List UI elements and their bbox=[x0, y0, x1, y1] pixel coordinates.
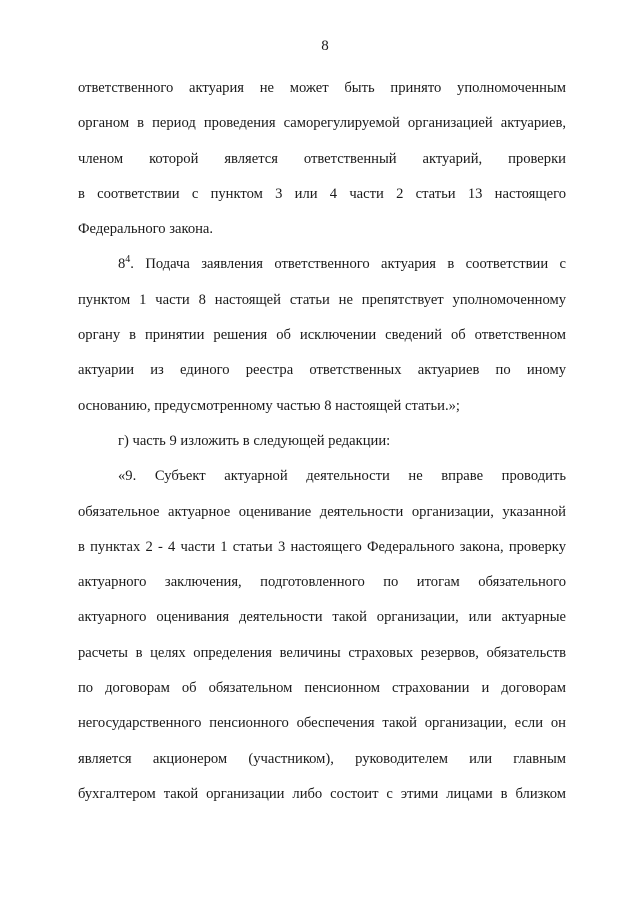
paragraph-line: пунктом 1 части 8 настоящей статьи не препятствует уполномоченному bbox=[78, 291, 566, 308]
paragraph-line: г) часть 9 изложить в следующей редакции: bbox=[118, 432, 391, 449]
paragraph-line: в пунктах 2 - 4 части 1 статьи 3 настоящего Федерального закона, проверку bbox=[78, 538, 566, 555]
paragraph-line: органом в период проведения саморегулируемой организацией актуариев, bbox=[78, 115, 566, 132]
paragraph-line: негосударственного пенсионного обеспечения такой организации, если он bbox=[78, 715, 566, 732]
paragraph-line-text: . Подача заявления ответственного актуария в соответствии с bbox=[130, 256, 566, 273]
paragraph-line: органу в принятии решения об исключении сведений об ответственном bbox=[78, 327, 566, 344]
clause-number: 8 bbox=[118, 256, 126, 273]
paragraph-line: в соответствии с пунктом 3 или 4 части 2 статьи 13 настоящего bbox=[78, 185, 566, 202]
paragraph-line: актуарного заключения, подготовленного по итогам обязательного bbox=[78, 574, 566, 591]
paragraph-line: бухгалтером такой организации либо состоит с этими лицами в близком bbox=[78, 785, 566, 802]
document-page bbox=[78, 36, 566, 812]
paragraph-line: по договорам об обязательном пенсионном страховании и договорам bbox=[78, 680, 566, 697]
paragraph-line: Федерального закона. bbox=[78, 221, 214, 238]
paragraph-line: актуарии из единого реестра ответственных актуариев по иному bbox=[78, 362, 566, 379]
paragraph-2 bbox=[78, 247, 566, 423]
paragraph-line: обязательное актуарное оценивание деятельности организации, указанной bbox=[78, 503, 566, 520]
clause-superscript: 4 bbox=[125, 254, 131, 266]
paragraph-line: актуарного оценивания деятельности такой организации, или актуарные bbox=[78, 609, 566, 626]
paragraph-line: основанию, предусмотренному частью 8 настоящей статьи.»; bbox=[78, 397, 460, 414]
paragraph-3 bbox=[78, 424, 566, 459]
paragraph-4 bbox=[78, 459, 566, 812]
paragraph-line: является акционером (участником), руководителем или главным bbox=[78, 750, 566, 767]
paragraph-line: членом которой является ответственный актуарий, проверки bbox=[78, 150, 566, 167]
paragraph-line: ответственного актуария не может быть принято уполномоченным bbox=[78, 80, 566, 96]
paragraph-line-first bbox=[78, 247, 566, 282]
paragraph-1 bbox=[78, 71, 566, 247]
page-number: 8 bbox=[321, 38, 329, 54]
paragraph-line: расчеты в целях определения величины страховых резервов, обязательств bbox=[78, 644, 566, 661]
paragraph-line: «9. Субъект актуарной деятельности не вправе проводить bbox=[118, 468, 566, 485]
